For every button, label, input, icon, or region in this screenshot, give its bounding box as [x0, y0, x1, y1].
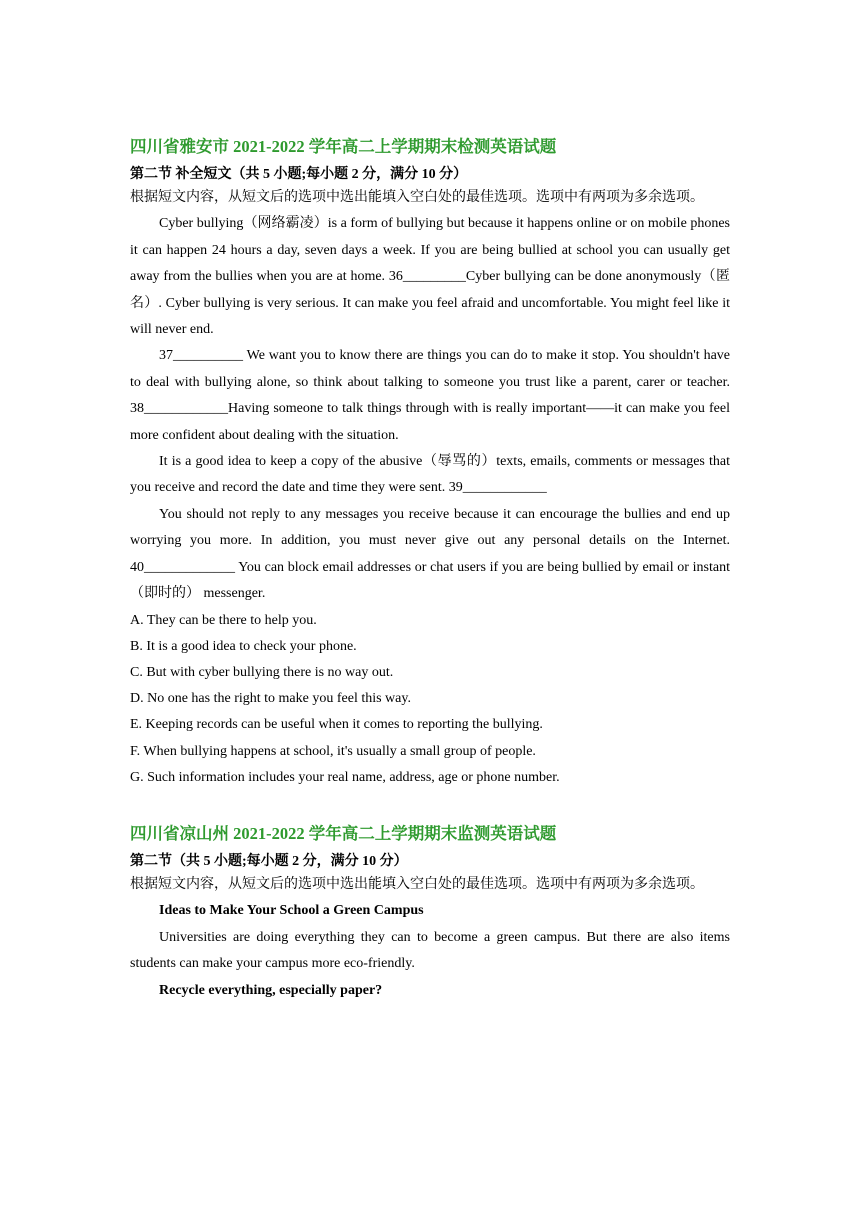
passage-title: Ideas to Make Your School a Green Campus: [159, 903, 424, 919]
option-b: B. It is a good idea to check your phone.: [130, 638, 357, 654]
option-f: F. When bullying happens at school, it's usually a small group of people.: [130, 743, 536, 759]
spacer: [130, 791, 730, 823]
exam-title-liangshan: 四川省凉山州 2021-2022 学年高二上学期期末监测英语试题: [130, 823, 557, 843]
passage-paragraph: Universities are doing everything they can to become a green campus. But there are also items students can make your campus more eco-friendly.: [130, 929, 730, 972]
option-d: D. No one has the right to make you feel this way.: [130, 691, 411, 707]
instruction-text: 根据短文内容，从短文后的选项中选出能填入空白处的最佳选项。选项中有两项为多余选项。: [130, 876, 704, 892]
section-heading: 第二节 补全短文（共 5 小题;每小题 2 分，满分 10 分）: [130, 167, 468, 182]
passage-paragraph: 37__________ We want you to know there are things you can do to make it stop. You shouldn't have to deal with bullying alone, so think about talking to someone you trust like a parent, carer or teacher. 38____________Having someone to talk things through with is really important——it can make you feel more confident about dealing with the situation.: [130, 348, 730, 443]
document-page: [130, 136, 730, 1004]
instruction-text: 根据短文内容，从短文后的选项中选出能填入空白处的最佳选项。选项中有两项为多余选项。: [130, 190, 704, 205]
option-e: E. Keeping records can be useful when it comes to reporting the bullying.: [130, 717, 543, 733]
option-a: A. They can be there to help you.: [130, 612, 317, 628]
passage-paragraph: Cyber bullying（网络霸凌）is a form of bullying but because it happens online or on mobile phones it can happen 24 hours a day, seven days a week. If you are being bullied at school you can usually get away from the bullies when you are at home. 36_________Cyber bullying can be done anonymously（匿名）. Cyber bullying is very serious. It can make you feel afraid and uncomfortable. You might feel like it will never end.: [130, 216, 730, 338]
section-heading: 第二节（共 5 小题;每小题 2 分，满分 10 分）: [130, 853, 408, 869]
option-c: C. But with cyber bullying there is no way out.: [130, 664, 394, 680]
passage-subheading: Recycle everything, especially paper?: [159, 982, 383, 998]
passage-paragraph: You should not reply to any messages you receive because it can encourage the bullies and end up worrying you more. In addition, you must never give out any personal details on the Internet. 40_____________ You can block email addresses or chat users if you are being bullied by email or instant （即时的） messenger.: [130, 506, 730, 602]
exam-title-yaan: 四川省雅安市 2021-2022 学年高二上学期期末检测英语试题: [130, 137, 557, 156]
option-g: G. Such information includes your real name, address, age or phone number.: [130, 769, 560, 785]
passage-paragraph: It is a good idea to keep a copy of the abusive（辱骂的）texts, emails, comments or messages that you receive and record the date and time they were sent. 39____________: [130, 454, 730, 496]
